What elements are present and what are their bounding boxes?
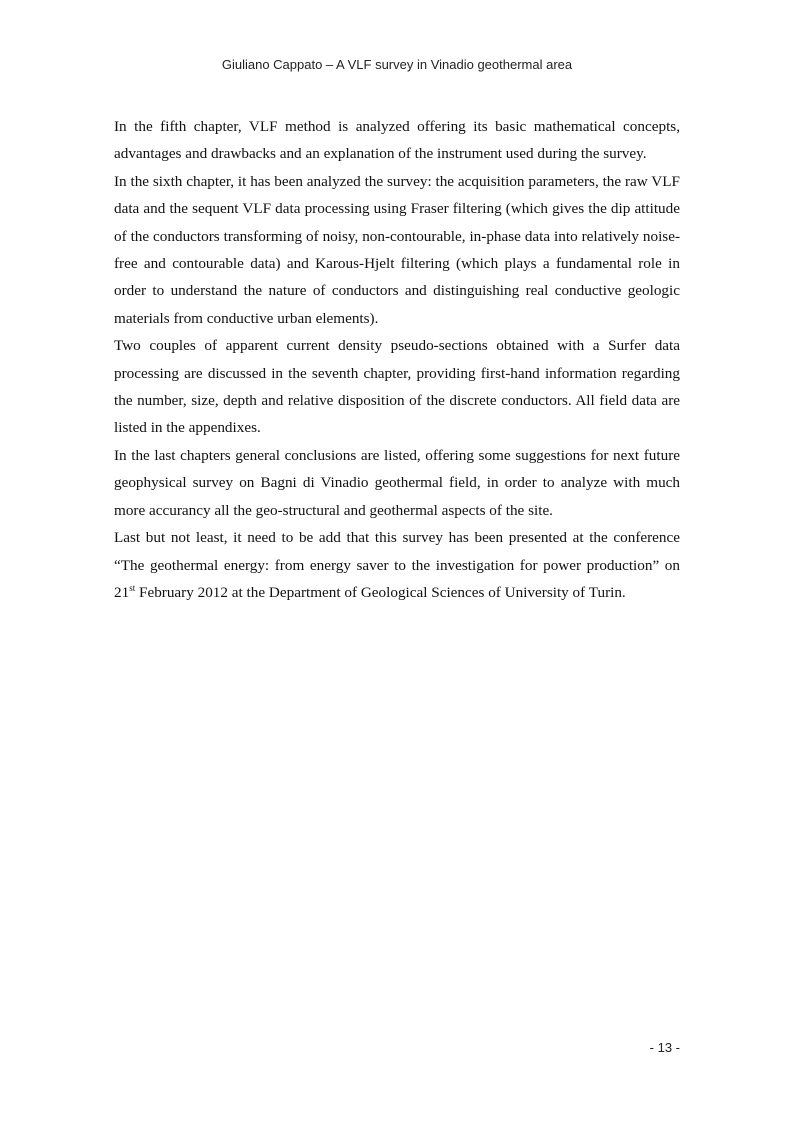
paragraph-conference — [114, 524, 680, 606]
body-text — [114, 113, 680, 606]
conference-text: Last but not least, it need to be add that this survey has been presented at the conference “The geothermal energy: from energy saver to the investigation for power production” on 21 — [114, 529, 680, 601]
paragraph-seventh-chapter: Two couples of apparent current density pseudo-sections obtained with a Surfer data processing are discussed in the seventh chapter, providing first-hand information regarding the number, size, depth and relative disposition of the discrete conductors. All field data are listed in the appendixes. — [114, 337, 680, 437]
ordinal-suffix: st — [129, 582, 136, 593]
paragraph-conclusions: In the last chapters general conclusions are listed, offering some suggestions for next future geophysical survey on Bagni di Vinadio geothermal field, in order to analyze with much more accurancy all the geo-structural and geothermal aspects of the site. — [114, 446, 680, 519]
paragraph-fifth-chapter: In the fifth chapter, VLF method is analyzed offering its basic mathematical concepts, advantages and drawbacks and an explanation of the instrument used during the survey. — [114, 118, 680, 163]
conference-date-text: February 2012 at the Department of Geological Sciences of University of Turin. — [135, 583, 626, 601]
page-number: - 13 - — [649, 1040, 680, 1055]
paragraph-sixth-chapter: In the sixth chapter, it has been analyzed the survey: the acquisition parameters, the raw VLF data and the sequent VLF data processing using Fraser filtering (which gives the dip attitude of the conductors transforming of noisy, non-contourable, in-phase data into relatively noise-free and contourable data) and Karous-Hjelt filtering (which plays a fundamental role in order to understand the nature of conductors and distinguishing real conductive geologic materials from conductive urban elements). — [114, 172, 680, 327]
running-header: Giuliano Cappato – A VLF survey in Vinadio geothermal area — [221, 57, 573, 72]
